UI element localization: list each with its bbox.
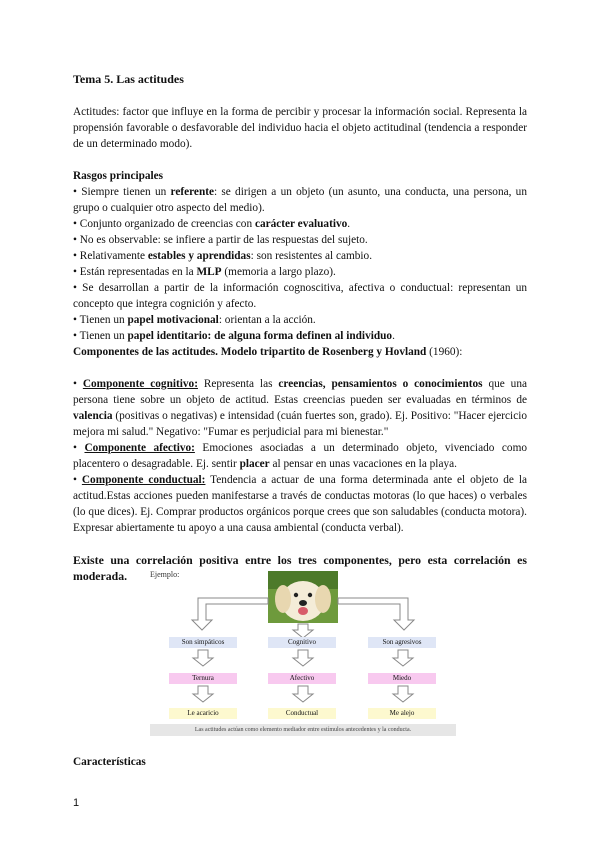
componente-cognitivo: • Componente cognitivo: Representa las creencias, pensamientos o conocimientos que una persona tiene sobre un objeto de actitud. Estas creencias pueden ser evaluadas en términos de valencia (positivas o negativas) e intensidad (cuán fuertes son, grado). Ej. Positivo: "Hacer ejercicio mejora mi salud." Negativo: "Fumar es perjudicial para mi bienestar." — [73, 378, 527, 438]
componente-afectivo: • Componente afectivo: Emociones asociadas a un determinado objeto, vivenciado como placentero o desagradable. Ej. sentir placer al pensar en unas vacaciones en la playa. — [73, 442, 527, 470]
right-behavior-box: Me alejo — [368, 708, 436, 719]
page-number: 1 — [73, 797, 80, 809]
rasgo-estables: • Relativamente estables y aprendidas: son resistentes al cambio. — [73, 250, 373, 262]
left-behavior-box: Le acaricio — [169, 708, 237, 719]
rasgo-referente: • Siempre tienen un referente: se dirigen a un objeto (un asunto, una conducta, una persona, un grupo o cualquier otro aspecto del medio). — [73, 186, 527, 214]
intro-paragraph: Actitudes: factor que influye en la forma de percibir y procesar la información social. Representa la propensión favorable o desfavorable del individuo hacia el objeto actitudinal (tendencia a responder de un determinado modo). — [73, 106, 527, 150]
diagram-caption: Las actitudes actúan como elemento mediador entre estímulos antecedentes y la conducta. — [150, 724, 456, 736]
ejemplo-label: Ejemplo: — [150, 570, 180, 579]
rasgo-observable: • No es observable: se infiere a partir de las respuestas del sujeto. — [73, 234, 368, 246]
componente-conductual: • Componente conductual: Tendencia a actuar de una forma determinada ante el objeto de la actitud.Estas acciones pueden manifestarse a través de conductas motoras (lo que haces) o verbales (lo que dices). Ej. Comprar productos orgánicos porque crees que son saludables (conducta motora). Expresar abiertamente tu apoyo a una causa ambiental (conducta verbal). — [73, 474, 528, 534]
rasgo-evaluativo: • Conjunto organizado de creencias con carácter evaluativo. — [73, 218, 351, 230]
mid-affective-box: Afectivo — [268, 673, 336, 684]
correlacion-note: Existe una correlación positiva entre los tres componentes, pero esta correlación es moderada. — [73, 553, 527, 583]
right-cognitive-box: Son agresivos — [368, 637, 436, 648]
caracteristicas-heading: Características — [73, 756, 146, 768]
left-cognitive-box: Son simpáticos — [169, 637, 237, 648]
mid-behavior-box: Conductual — [268, 708, 336, 719]
mid-cognitive-box: Cognitivo — [268, 637, 336, 648]
rasgo-mlp: • Están representadas en la MLP (memoria a largo plazo). — [73, 266, 336, 278]
rasgo-desarrollo: • Se desarrollan a partir de la información cognoscitiva, afectiva o conductual: representan un concepto que integra cognición y afecto. — [73, 282, 527, 310]
right-affective-box: Miedo — [368, 673, 436, 684]
rasgo-identitario: • Tienen un papel identitario: de alguna forma definen al individuo. — [73, 330, 395, 342]
page-title: Tema 5. Las actitudes — [73, 72, 184, 86]
diagram-connectors — [150, 590, 456, 720]
left-affective-box: Ternura — [169, 673, 237, 684]
componentes-heading: Componentes de las actitudes. Modelo tripartito de Rosenberg y Hovland (1960): — [73, 346, 463, 358]
rasgo-motivacional: • Tienen un papel motivacional: orientan a la acción. — [73, 314, 316, 326]
rasgos-heading: Rasgos principales — [73, 170, 164, 182]
